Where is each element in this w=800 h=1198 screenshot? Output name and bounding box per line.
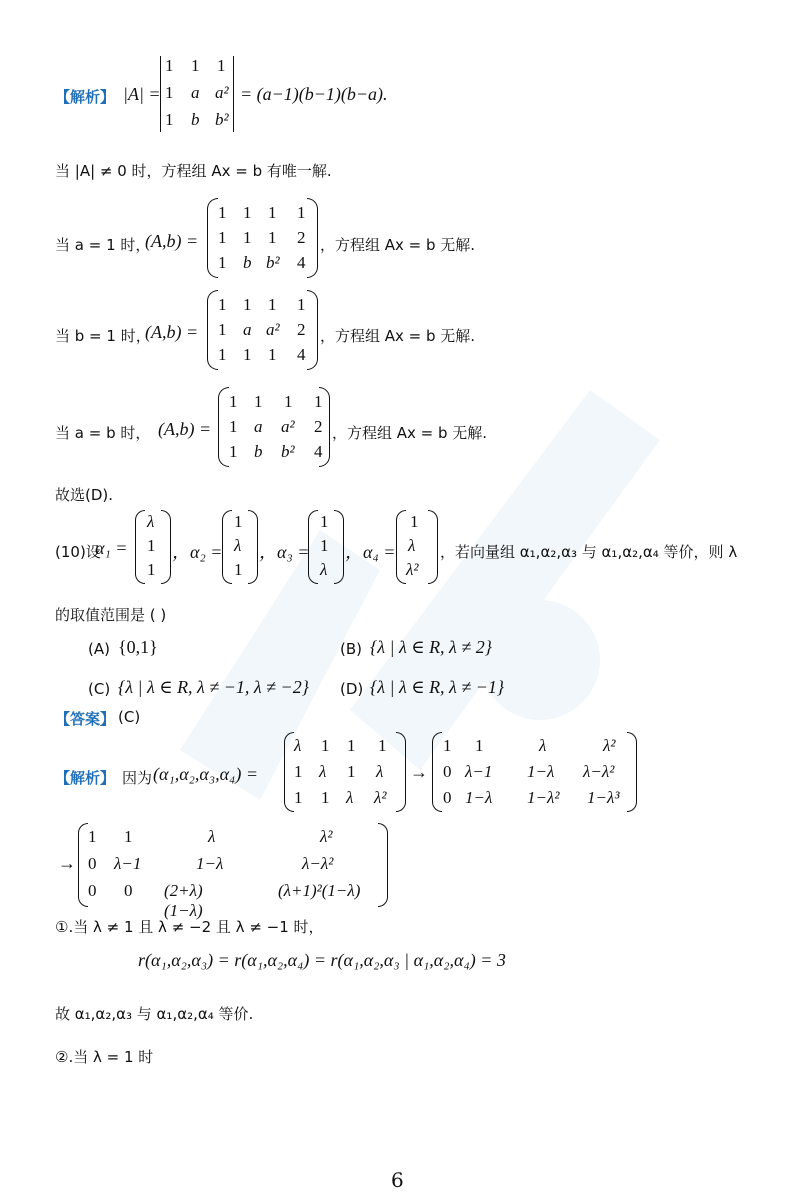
matrix-cell: 1−λ	[527, 762, 555, 781]
matrix-cell: 1	[88, 827, 97, 846]
det-cell: a²	[215, 83, 229, 102]
matrix-cell: λ	[208, 827, 216, 846]
matrix-cell: λ−λ²	[583, 762, 615, 781]
det-cell: 1	[217, 56, 226, 75]
matrix-cell: 4	[297, 253, 306, 272]
m1-left-paren	[284, 732, 294, 812]
vector-cell: 1	[147, 560, 156, 579]
arrow-1: →	[410, 762, 428, 782]
option-a-text: {0,1}	[118, 637, 158, 657]
matrix-cell: 1−λ²	[527, 788, 560, 807]
vector-cell: λ	[234, 536, 242, 555]
case3-lhs: (A,b) =	[158, 419, 212, 439]
vector-cell: λ	[408, 536, 416, 555]
matrix-cell: 1	[254, 392, 263, 411]
case1-lhs: (A,b) =	[145, 231, 199, 251]
vector-cell: 1	[234, 560, 243, 579]
case1-lead: 当 a = 1 时，	[55, 236, 151, 254]
matrix-cell: λ²	[603, 736, 616, 755]
matrix-cell: 1	[294, 762, 303, 781]
matrix-cell: 1−λ³	[587, 788, 620, 807]
analysis2-lhs: (α₁,α₂,α₃,α₄) =	[153, 764, 258, 784]
case1-left-paren	[207, 198, 218, 278]
case1-tail: ，方程组 Ax = b 无解.	[320, 236, 476, 254]
case2-lead: 当 b = 1 时，	[55, 327, 151, 345]
matrix-cell: 1	[347, 736, 356, 755]
matrix-cell: λ	[346, 788, 354, 807]
option-c-label: (C)	[88, 680, 111, 698]
case2-left-paren	[207, 290, 218, 370]
v4-right-paren	[428, 510, 438, 584]
answer-value: (C)	[118, 708, 141, 726]
vector-cell: 1	[147, 536, 156, 555]
matrix-cell: 0	[443, 762, 452, 781]
matrix-cell: 1	[475, 736, 484, 755]
choose-answer: 故选(D).	[55, 486, 114, 504]
matrix-cell: 1	[218, 228, 227, 247]
arrow-2: →	[58, 853, 76, 873]
matrix-cell: 0	[124, 881, 133, 900]
case2-right-paren	[307, 290, 318, 370]
matrix-cell: 1	[243, 345, 252, 364]
v2-left-paren	[222, 510, 232, 584]
matrix-cell: 1	[243, 228, 252, 247]
q10-a2-label: ，α₂ =	[172, 542, 223, 562]
case1-right-paren	[307, 198, 318, 278]
q10-a1-label: α₁ =	[95, 538, 128, 558]
unique-solution-line: 当 |A| ≠ 0 时，方程组 Ax = b 有唯一解.	[55, 162, 332, 180]
matrix-cell: 1	[268, 228, 277, 247]
option-d-text: {λ | λ ∈ R, λ ≠ −1}	[370, 677, 505, 697]
matrix-cell: 1	[218, 203, 227, 222]
analysis-tag: 【解析】	[55, 88, 116, 106]
matrix-cell: 1	[243, 295, 252, 314]
matrix-cell: (2+λ)(1−λ)	[164, 881, 203, 920]
vector-cell: 1	[410, 512, 419, 531]
det-cell: 1	[165, 110, 174, 129]
det-cell: b	[191, 110, 200, 129]
case2-lhs: (A,b) =	[145, 322, 199, 342]
det-cell: 1	[191, 56, 200, 75]
q10-a3-label: ，α₃ =	[259, 542, 310, 562]
option-a-label: (A)	[88, 640, 110, 658]
matrix-cell: 1	[321, 788, 330, 807]
matrix-cell: 1−λ	[465, 788, 493, 807]
matrix-cell: 1	[314, 392, 323, 411]
matrix-cell: b²	[281, 442, 295, 461]
case3-right-paren	[319, 387, 330, 467]
matrix-cell: 1	[443, 736, 452, 755]
step2-condition: ②.当 λ = 1 时	[55, 1048, 154, 1066]
matrix-cell: 1	[284, 392, 293, 411]
det-cell: b²	[215, 110, 229, 129]
vector-cell: λ	[147, 512, 155, 531]
m3-left-paren	[78, 823, 88, 907]
matrix-cell: 1	[229, 442, 238, 461]
m3-right-paren	[378, 823, 388, 907]
case3-tail: ，方程组 Ax = b 无解.	[332, 424, 488, 442]
v1-right-paren	[161, 510, 171, 584]
q10-line2: 的取值范围是 ( )	[55, 606, 167, 624]
m2-right-paren	[627, 732, 637, 812]
option-c-text: {λ | λ ∈ R, λ ≠ −1, λ ≠ −2}	[118, 677, 309, 697]
matrix-cell: 1	[268, 295, 277, 314]
matrix-cell: 1	[297, 295, 306, 314]
matrix-cell: λ	[294, 736, 302, 755]
matrix-cell: (λ+1)²(1−λ)	[278, 881, 361, 900]
det-result: = (a−1)(b−1)(b−a).	[240, 84, 388, 104]
matrix-cell: λ	[376, 762, 384, 781]
matrix-cell: λ	[319, 762, 327, 781]
v3-left-paren	[308, 510, 318, 584]
matrix-cell: 1	[218, 253, 227, 272]
matrix-cell: 1	[347, 762, 356, 781]
matrix-cell: b	[243, 253, 252, 272]
matrix-cell: 0	[88, 881, 97, 900]
matrix-cell: b	[254, 442, 263, 461]
analysis-tag-2: 【解析】	[55, 769, 116, 787]
matrix-cell: λ²	[374, 788, 387, 807]
matrix-cell: a²	[266, 320, 280, 339]
matrix-cell: 4	[297, 345, 306, 364]
matrix-cell: λ−1	[465, 762, 493, 781]
v4-left-paren	[396, 510, 406, 584]
vector-cell: 1	[234, 512, 243, 531]
option-d-label: (D)	[340, 680, 364, 698]
q10-a4-label: ，α₄ =	[345, 542, 396, 562]
matrix-cell: 1	[321, 736, 330, 755]
vector-cell: 1	[320, 512, 329, 531]
matrix-cell: 1	[218, 295, 227, 314]
matrix-cell: 1	[218, 320, 227, 339]
matrix-cell: λ²	[320, 827, 333, 846]
m2-left-paren	[432, 732, 442, 812]
case2-tail: ，方程组 Ax = b 无解.	[320, 327, 476, 345]
vector-cell: λ	[320, 560, 328, 579]
rank-equation: r(α₁,α₂,α₃) = r(α₁,α₂,α₄) = r(α₁,α₂,α₃ | α₁,α₂,α₄) = 3	[138, 950, 506, 970]
det-abs-label: |A| =	[123, 84, 161, 104]
matrix-cell: 1	[294, 788, 303, 807]
matrix-cell: 2	[297, 320, 306, 339]
equivalence-conclusion: 故 α₁,α₂,α₃ 与 α₁,α₂,α₄ 等价.	[55, 1005, 254, 1023]
analysis2-lead: 因为	[122, 769, 153, 787]
matrix-cell: 1	[268, 345, 277, 364]
det-cell: a	[191, 83, 200, 102]
matrix-cell: λ−λ²	[302, 854, 334, 873]
matrix-cell: 1	[378, 736, 387, 755]
matrix-cell: λ−1	[114, 854, 142, 873]
matrix-cell: 1	[229, 417, 238, 436]
page-number: 6	[391, 1168, 404, 1192]
option-b-label: (B)	[340, 640, 362, 658]
case3-left-paren	[218, 387, 229, 467]
matrix-cell: 4	[314, 442, 323, 461]
vector-cell: 1	[320, 536, 329, 555]
matrix-cell: 2	[314, 417, 323, 436]
matrix-cell: 1	[229, 392, 238, 411]
matrix-cell: 1	[297, 203, 306, 222]
v3-right-paren	[334, 510, 344, 584]
matrix-cell: 0	[88, 854, 97, 873]
answer-tag: 【答案】	[55, 710, 116, 728]
matrix-cell: b²	[266, 253, 280, 272]
matrix-cell: a	[243, 320, 252, 339]
matrix-cell: a	[254, 417, 263, 436]
case3-lead: 当 a = b 时，	[55, 424, 151, 442]
det-right-bar	[233, 56, 234, 132]
det-cell: 1	[165, 83, 174, 102]
det-left-bar	[160, 56, 161, 132]
matrix-cell: λ	[539, 736, 547, 755]
matrix-cell: 1	[124, 827, 133, 846]
matrix-cell: 1	[268, 203, 277, 222]
v1-left-paren	[135, 510, 145, 584]
v2-right-paren	[248, 510, 258, 584]
matrix-cell: 1	[218, 345, 227, 364]
matrix-cell: a²	[281, 417, 295, 436]
option-b-text: {λ | λ ∈ R, λ ≠ 2}	[370, 637, 492, 657]
matrix-cell: 1	[243, 203, 252, 222]
matrix-cell: 0	[443, 788, 452, 807]
q10-lead: (10)设	[55, 543, 101, 561]
m1-right-paren	[396, 732, 406, 812]
vector-cell: λ²	[406, 560, 419, 579]
step1-condition: ①.当 λ ≠ 1 且 λ ≠ −2 且 λ ≠ −1 时，	[55, 918, 324, 936]
matrix-cell: 2	[297, 228, 306, 247]
det-cell: 1	[165, 56, 174, 75]
matrix-cell: 1−λ	[196, 854, 224, 873]
q10-tail: ，若向量组 α₁,α₂,α₃ 与 α₁,α₂,α₄ 等价，则 λ	[440, 543, 738, 561]
